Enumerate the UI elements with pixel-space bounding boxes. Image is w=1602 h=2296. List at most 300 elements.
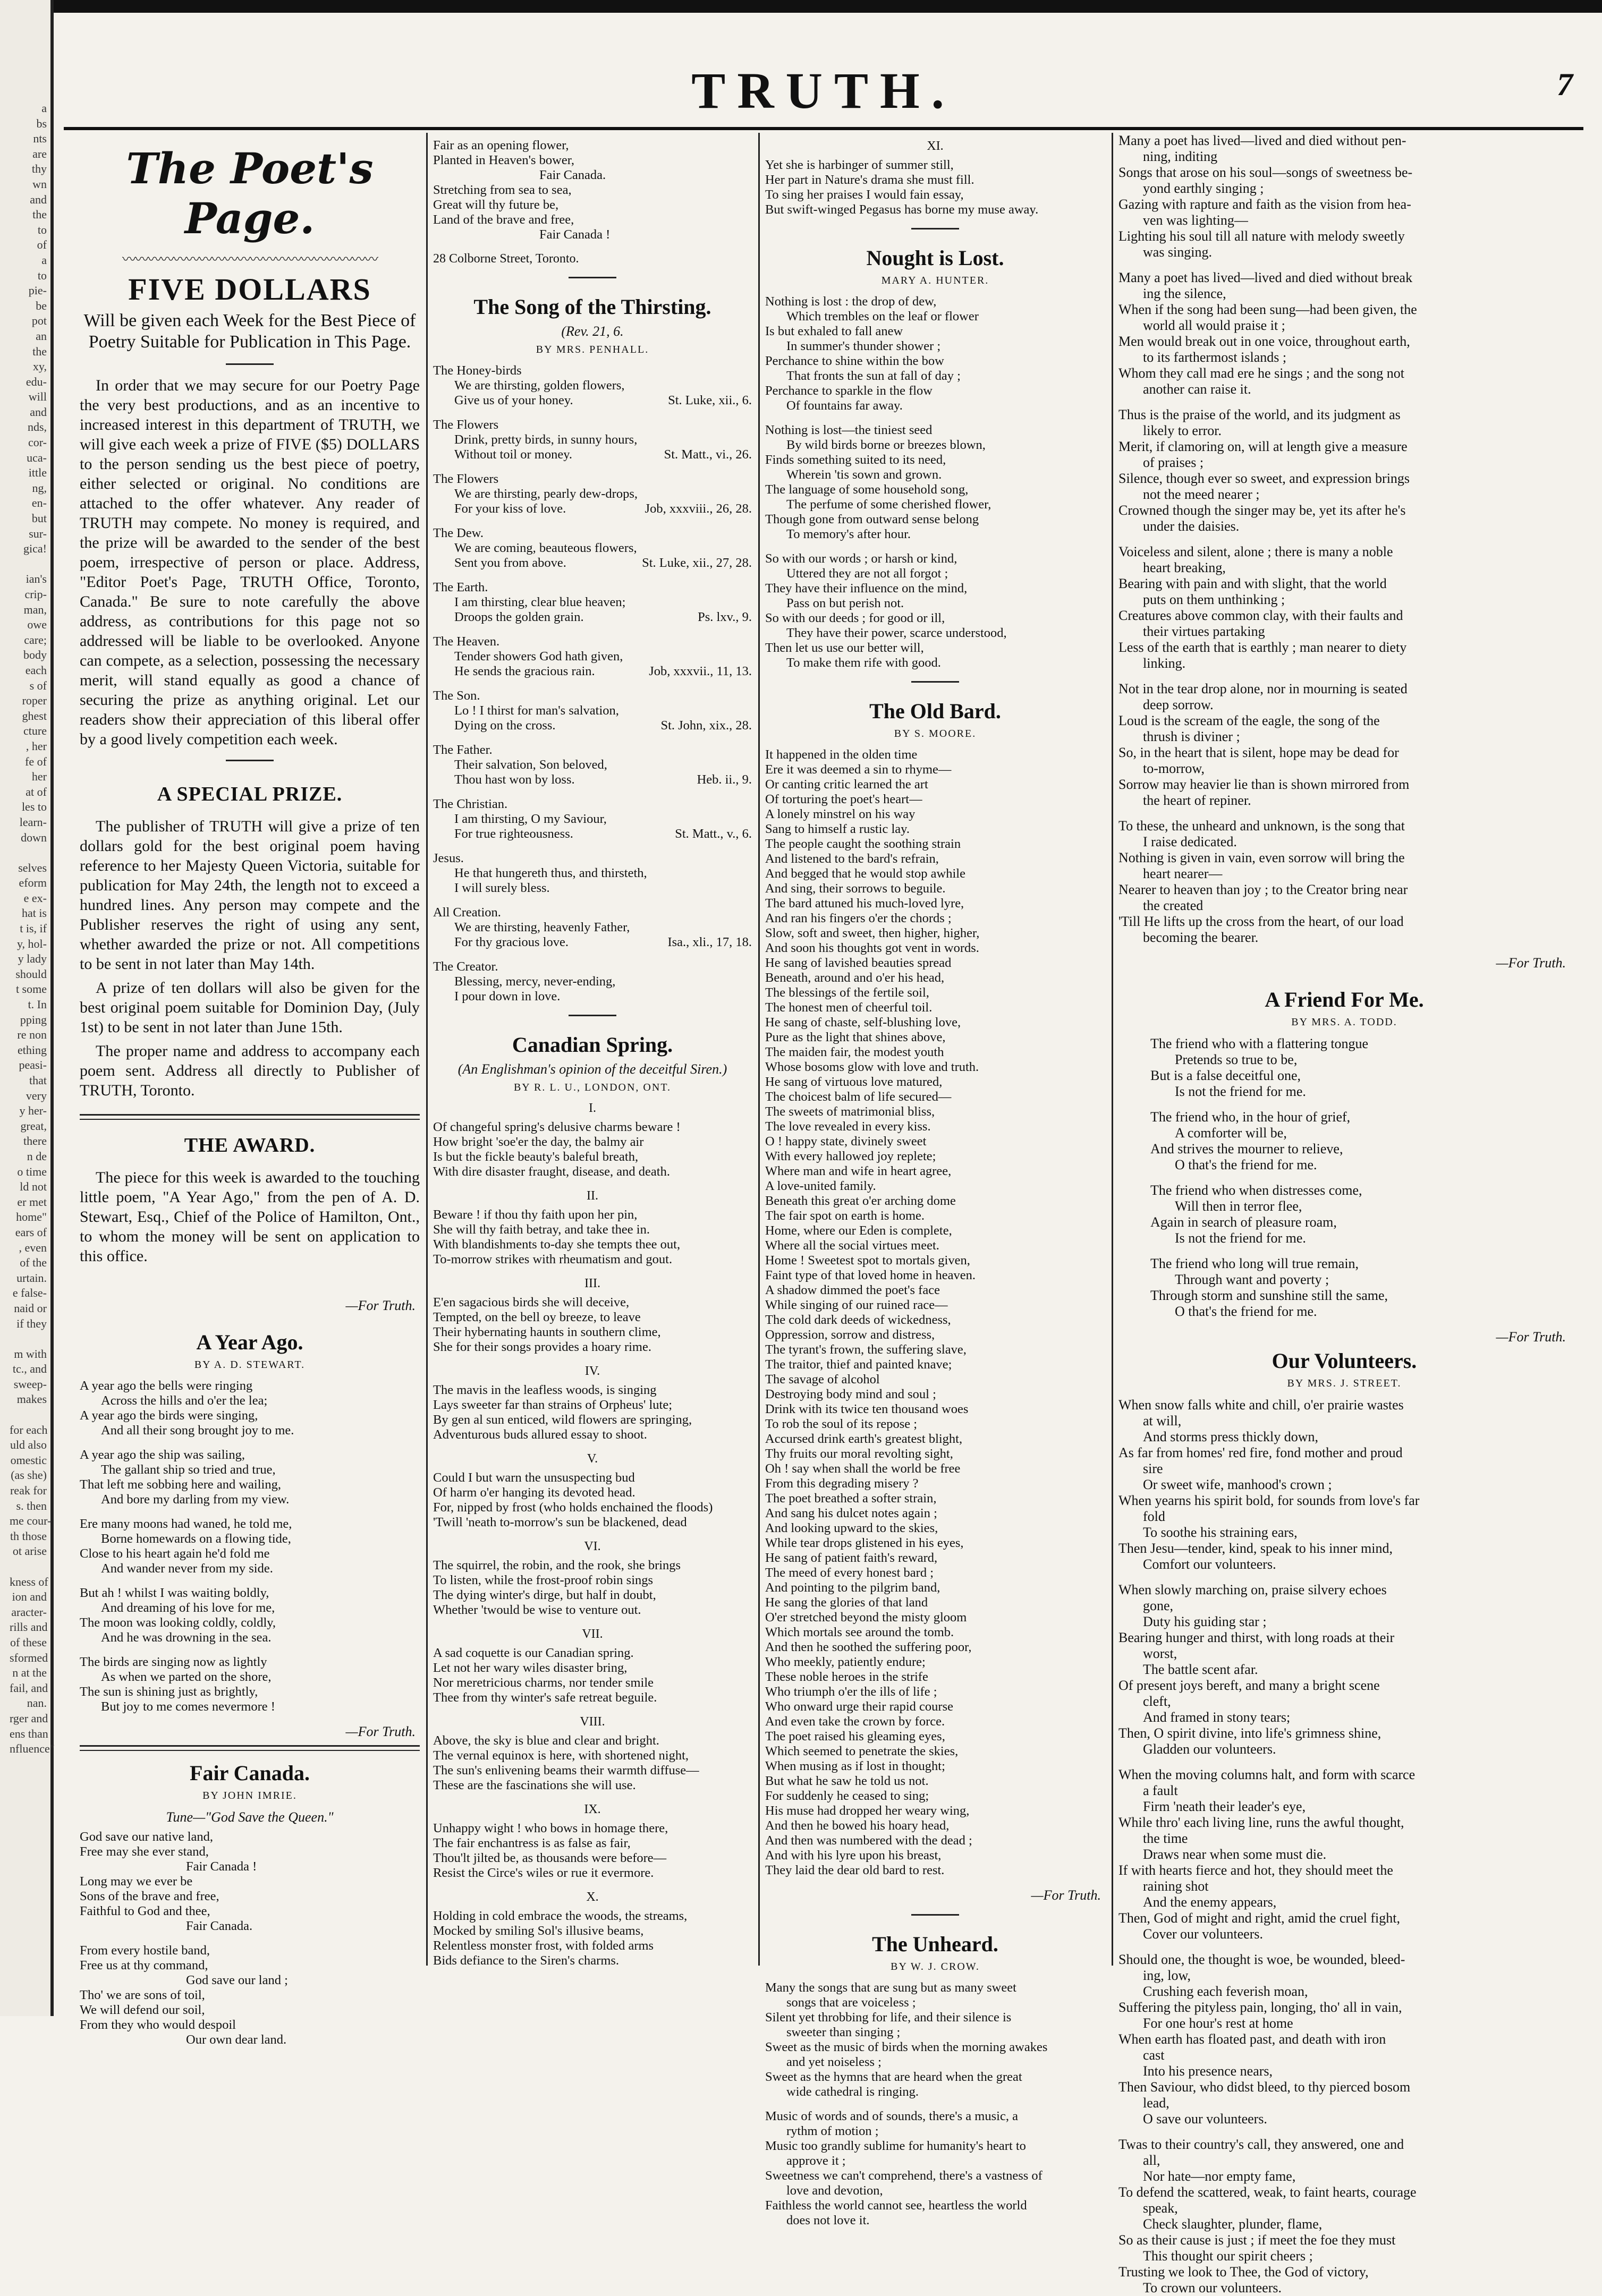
poem-line: And listened to the bard's refrain, [765, 852, 939, 866]
poem-line: Loud is the scream of the eagle, the song of the [1118, 713, 1380, 728]
poem-line: Free us at thy command, [80, 1958, 208, 1972]
poem-line: Of harm o'er hanging its devoted head. [433, 1485, 635, 1500]
poem-line: But what he saw he told us not. [765, 1774, 929, 1788]
poem-line: The blessings of the fertile soil, [765, 985, 929, 1000]
fragment-text: nts [33, 132, 47, 146]
poem-line: The poet breathed a softer strain, [765, 1491, 937, 1506]
column-1 [74, 133, 425, 2047]
poem-line: heart nearer— [1143, 866, 1223, 881]
stanza [1118, 2137, 1570, 2296]
poem-line: The friend who when distresses come, [1150, 1183, 1362, 1198]
poem-line: I am thirsting, clear blue heaven; [454, 595, 626, 609]
fragment-text [10, 1559, 47, 1575]
award-heading: THE AWARD. [184, 1134, 316, 1156]
poem-line: Slow, soft and sweet, then higher, higher, [765, 926, 980, 940]
stanza [433, 1558, 752, 1618]
poem-body [80, 1830, 420, 2047]
poem-line: To sing her praises I would fain essay, [765, 188, 964, 202]
fragment-text [10, 1407, 47, 1423]
poem-line: Is but the fickle beauty's baleful breath, [433, 1150, 639, 1164]
fragment-text: of [37, 238, 47, 252]
poem-byline: BY MRS. J. STREET. [1287, 1377, 1402, 1389]
poem-line: For your kiss of love. [454, 501, 566, 516]
poem-line: She will thy faith betray, and take thee in. [433, 1222, 650, 1237]
poem-line: Drink, pretty birds, in sunny hours, [454, 432, 638, 447]
fragment-text: n de [27, 1149, 47, 1163]
poem-line: Crowned though the singer may be, yet its after he's [1118, 503, 1406, 518]
poem-line: The tyrant's frown, the suffering slave, [765, 1342, 967, 1357]
poem-line: Twas to their country's call, they answered, one and [1118, 2137, 1404, 2152]
poem-line: The cold dark deeds of wickedness, [765, 1313, 951, 1327]
credit-line: —For Truth. [1031, 1887, 1101, 1903]
poem-line: And all their song brought joy to me. [101, 1423, 294, 1438]
fragment-text: but [31, 512, 47, 525]
divider [80, 1114, 420, 1120]
fragment-text: e false- [12, 1286, 47, 1300]
poem-line: O save our volunteers. [1143, 2111, 1267, 2127]
poem-line: He that hungereth thus, and thirsteth, [454, 866, 647, 880]
poem-line: a fault [1143, 1783, 1178, 1798]
poem-line: Above, the sky is blue and clear and bright. [433, 1733, 659, 1748]
poem-line: 'Twill 'neath to-morrow's sun be blackened, dead [433, 1515, 687, 1529]
poem-line: gone, [1143, 1598, 1174, 1613]
stanza-numeral: VII. [582, 1627, 603, 1641]
stanza [433, 363, 752, 408]
award-paragraph: The piece for this week is awarded to the touching little poem, "A Year Ago," from the pen of A. D. Stewart, Esq., Chief of the Police of Hamilton, Ont., to whom the money will be sent on application to this office. [80, 1169, 420, 1265]
poem-line: Their hybernating haunts in southern clime, [433, 1325, 661, 1339]
stanza-numeral: VI. [584, 1540, 601, 1553]
poem-line: Voiceless and silent, alone ; there is many a noble [1118, 544, 1393, 559]
poem-line: When slowly marching on, praise silvery echoes [1118, 1582, 1387, 1597]
poem-line: In summer's thunder shower ; [786, 339, 941, 353]
poem-line: Dying on the cross. [454, 718, 556, 733]
poem-line-with-reference [433, 881, 752, 896]
poem-line: Without toil or money. [454, 447, 572, 462]
fragment-text: at of [26, 785, 47, 798]
stanza [80, 1517, 420, 1576]
fragment-text: gica! [23, 542, 47, 556]
poem-line: The vernal equinox is here, with shortened night, [433, 1748, 689, 1763]
poem-line: Pure as the light that shines above, [765, 1030, 946, 1044]
speaker-label: The Flowers [433, 418, 499, 432]
poem-line: Tender showers God hath given, [454, 649, 623, 664]
stanza [1118, 1582, 1570, 1757]
poem-line: puts on them unthinking ; [1143, 592, 1285, 607]
fragment-text: a [41, 253, 47, 267]
poem-title: The Old Bard. [869, 699, 1001, 723]
poem-line: another can raise it. [1143, 381, 1251, 397]
poem-line: The people caught the soothing strain [765, 837, 961, 851]
fragment-text: the [32, 344, 47, 358]
poem-line: And even take the crown by force. [765, 1714, 945, 1729]
stanza [433, 138, 752, 242]
stanza [433, 1646, 752, 1705]
fragment-text: to [37, 268, 47, 282]
poem-line: sire [1143, 1461, 1163, 1476]
poem-line: Merit, if clamoring on, will at length give a measure [1118, 439, 1408, 454]
poem-line: O'er stretched beyond the misty gloom [765, 1610, 967, 1625]
poem-line: The mavis in the leafless woods, is singing [433, 1383, 657, 1397]
poem-line: Nothing is lost—the tiniest seed [765, 423, 933, 437]
poem-line: Tho' we are sons of toil, [80, 1988, 205, 2002]
fragment-text: bs [36, 116, 47, 130]
poem-line: Draws near when some must die. [1143, 1847, 1327, 1862]
poem-line: A year ago the bells were ringing [80, 1379, 253, 1393]
poem-line: God save our native land, [80, 1830, 214, 1844]
stanza [765, 294, 1105, 413]
fragment-text: body [23, 648, 47, 662]
poem-line: wide cathedral is ringing. [786, 2085, 919, 2099]
fragment-text: , her [26, 739, 47, 753]
poem-line: And the enemy appears, [1143, 1894, 1277, 1910]
poem-line: Fair Canada ! [539, 227, 611, 242]
fragment-text: edu- [26, 375, 47, 388]
poem-line: Pretends so true to be, [1175, 1052, 1298, 1067]
poem-title: A Friend For Me. [1265, 988, 1424, 1011]
poem-line: Duty his guiding star ; [1143, 1614, 1267, 1629]
poem-title: A Year Ago. [196, 1330, 303, 1354]
poem-line-with-reference [433, 664, 752, 679]
stanza [1150, 1256, 1570, 1320]
poem-line: Bearing with pain and with slight, that the world [1118, 576, 1387, 591]
stanza [433, 851, 752, 896]
intro-paragraph: In order that we may secure for our Poetry Page the very best productions, and as an incentive to increased interest in this department of TRUTH, we will give each week a prize of FIVE ($5) DOLLARS to the person sending us the best piece of poetry, either selected or original. No conditions are attached to the offer whatever. Any reader of TRUTH may compete. No money is required, and the prize will be awarded to the sender of the best poem, irrespective of person or place. Address, "Editor Poet's Page, TRUTH Office, Toronto, Canada." Be sure to note carefully the above address, as contributions for this page not so addressed will be liable to be overlooked. Anyone can compete, as a selection, possessing the necessary merit, will stand equally as good a chance of securing the prize as anything original. Let our readers show their appreciation of this liberal offer by a good lively competition each week. [80, 377, 420, 748]
poem-line: of praises ; [1143, 455, 1204, 470]
poem-line: Of torturing the poet's heart— [765, 792, 922, 806]
fragment-text: y, hol- [16, 937, 47, 950]
poem-line: Destroying body mind and soul ; [765, 1387, 936, 1401]
poem-line: As when we parted on the shore, [101, 1670, 272, 1684]
poem-line: So with our deeds ; for good or ill, [765, 611, 945, 625]
poem-line: Fair as an opening flower, [433, 138, 569, 152]
poem-line: O that's the friend for me. [1175, 1304, 1317, 1319]
poem-line: Many a poet has lived—lived and died without break [1118, 270, 1413, 285]
stanza [433, 959, 752, 1004]
poem-line: under the daisies. [1143, 518, 1240, 534]
poem-line: For suddenly he ceased to sing; [765, 1789, 929, 1803]
stanza [1118, 1767, 1570, 1942]
poem-line: So as their cause is just ; if meet the foe they must [1118, 2232, 1396, 2248]
poem-line: Mocked by smiling Sol's illusive beams, [433, 1924, 644, 1938]
poem-line: When earth has floated past, and death with iron [1118, 2031, 1386, 2047]
poem-line: While tear drops glistened in his eyes, [765, 1536, 964, 1550]
poem-line: To defend the scattered, weak, to faint hearts, courage [1118, 2184, 1417, 2200]
fragment-text: m with [14, 1347, 47, 1360]
fragment-text: pie- [28, 284, 47, 297]
fragment-text: to [37, 223, 47, 236]
stanza [765, 551, 1105, 670]
stanza [1118, 818, 1570, 946]
poem-line: Planted in Heaven's bower, [433, 153, 575, 167]
fragment-text: rger and [10, 1711, 48, 1725]
poem-line: Then let us use our better will, [765, 641, 924, 655]
poem-line: Which seemed to penetrate the skies, [765, 1744, 959, 1758]
poem-line: sweeter than singing ; [786, 2025, 901, 2039]
poem-line: Faithless the world cannot see, heartless the world [765, 2198, 1027, 2213]
poem-line: We are coming, beauteous flowers, [454, 541, 637, 555]
divider [569, 277, 616, 278]
poem-line: From every hostile band, [80, 1943, 210, 1958]
poem-line: Cover our volunteers. [1143, 1926, 1264, 1942]
stanza [80, 1586, 420, 1645]
fragment-text: great, [20, 1119, 47, 1133]
poem-line: God save our land ; [186, 1973, 288, 1987]
poem-line: Thou hast won by loss. [454, 772, 575, 787]
poem-line: Drink with its twice ten thousand woes [765, 1402, 969, 1416]
speaker-label: The Heaven. [433, 634, 500, 649]
speaker-label: The Earth. [433, 580, 488, 594]
poem-line: Oppression, sorrow and distress, [765, 1328, 935, 1342]
poem-line: Sweet as the music of birds when the morning awakes [765, 2040, 1048, 2054]
scripture-reference: St. Matt., vi., 26. [664, 447, 752, 462]
poem-line: And storms press thickly down, [1143, 1429, 1319, 1444]
fragment-text: owe [27, 618, 47, 632]
fragment-text: learn- [19, 815, 47, 829]
scripture-reference: St. Matt., v., 6. [675, 827, 752, 841]
fragment-text [10, 557, 47, 572]
poem-body [765, 1980, 1105, 2228]
poem-byline: BY R. L. U., LONDON, ONT. [513, 1082, 672, 1093]
stanza [1118, 681, 1570, 809]
poem-line: A love-united family. [765, 1179, 876, 1193]
credit-line: —For Truth. [345, 1724, 416, 1739]
poem-line-with-reference [433, 772, 752, 787]
fragment-text: ething [18, 1043, 47, 1057]
credit-line: —For Truth. [345, 1298, 416, 1313]
poem-body [1118, 1397, 1570, 2296]
poem-line-with-reference [433, 501, 752, 516]
poem-line: And framed in stony tears; [1143, 1710, 1291, 1725]
poem-line: How bright 'soe'er the day, the balmy air [433, 1135, 644, 1149]
poem-line: And wander never from my side. [101, 1561, 273, 1576]
fragment-text: pping [20, 1013, 47, 1026]
poem-line: It happened in the olden time [765, 747, 918, 762]
poem-line: I pour down in love. [454, 989, 561, 1004]
poem-line: That fronts the sun at fall of day ; [786, 369, 961, 383]
fragment-text: a [41, 101, 47, 115]
poem-line: ven was lighting— [1143, 212, 1248, 228]
fragment-text: peasi- [19, 1058, 47, 1072]
stanza-numeral: VIII. [580, 1715, 605, 1729]
poem-line-with-reference [433, 935, 752, 950]
poem-line: The bard attuned his much-loved lyre, [765, 896, 964, 911]
special-prize-paragraph: The publisher of TRUTH will give a prize of ten dollars gold for the best original poem having reference to her Majesty Queen Victoria, suitable for publication for May 24th, the length not to exceed a hundred lines. Any person may compete and the Publisher reserves the right of using any sent, whether awarded the prize or not. All competitions to be sent in not later than May 14th. [80, 818, 420, 973]
poem-line: the heart of repiner. [1143, 793, 1251, 808]
poem-line: Check slaughter, plunder, flame, [1143, 2216, 1323, 2232]
speaker-label: Jesus. [433, 851, 464, 865]
masthead-rule [64, 127, 1583, 130]
poem-line: And then he bowed his hoary head, [765, 1818, 950, 1833]
poem-line: And then was numbered with the dead ; [765, 1833, 972, 1848]
poem-line: Into his presence nears, [1143, 2063, 1273, 2079]
fragment-text: urtain. [16, 1271, 47, 1285]
fragment-text: sur- [29, 526, 47, 540]
poem-line: From they who would despoil [80, 2018, 236, 2032]
poem-line: Adventurous buds allured essay to shoot. [433, 1427, 647, 1442]
poem-line: Close to his heart again he'd fold me [80, 1546, 270, 1561]
column-2 [428, 133, 757, 1987]
poem-tune: Tune—"God Save the Queen." [166, 1809, 334, 1825]
fragment-text: ian's [26, 572, 47, 586]
poem-line: The friend who with a flattering tongue [1150, 1036, 1369, 1051]
stanza [1150, 1036, 1570, 1100]
poem-body [433, 363, 752, 1004]
poem-body [765, 294, 1105, 670]
stanza [433, 1295, 752, 1355]
stanza [1118, 544, 1570, 671]
stanza [765, 2109, 1105, 2228]
stanza [765, 423, 1105, 542]
poem-line: These noble heroes in the strife [765, 1670, 928, 1684]
poem-line: A year ago the birds were singing, [80, 1408, 258, 1423]
poem-line: This thought our spirit cheers ; [1143, 2248, 1313, 2264]
poem-line: Through storm and sunshine still the same, [1150, 1288, 1388, 1303]
fragment-text: will [28, 390, 47, 404]
poem-line: A year ago the ship was sailing, [80, 1448, 245, 1462]
poem-line: To crown our volunteers. [1143, 2280, 1282, 2295]
poem-line: And dreaming of his love for me, [101, 1601, 275, 1615]
poem-line: Nothing is lost : the drop of dew, [765, 294, 937, 309]
fragment-text: t some [15, 982, 47, 996]
poem-line: The choicest balm of life secured— [765, 1090, 952, 1104]
poem-line: Faithful to God and thee, [80, 1904, 210, 1918]
stanza [433, 1909, 752, 1968]
poem-line: But joy to me comes nevermore ! [101, 1699, 275, 1714]
stanza [433, 688, 752, 733]
poem-line: Perchance to sparkle in the flow [765, 384, 933, 398]
poem-line: Then Saviour, who didst bleed, to thy pierced bosom [1118, 2079, 1411, 2095]
poem-line: heart breaking, [1143, 560, 1226, 575]
fragment-text: for each [10, 1423, 48, 1436]
stanza-numeral: XI. [927, 139, 944, 153]
fragment-text: makes [16, 1392, 47, 1406]
poem-line: The maiden fair, the modest youth [765, 1045, 944, 1059]
poem-byline: BY W. J. CROW. [891, 1961, 980, 1972]
poem-line: Their salvation, Son beloved, [454, 758, 607, 772]
fragment-text: of the [20, 1256, 47, 1270]
poem-line: The fair spot on earth is home. [765, 1209, 925, 1223]
poem-line: Many a poet has lived—lived and died without pen- [1118, 133, 1406, 148]
poem-line: The battle scent afar. [1143, 1662, 1258, 1677]
poem-line: Uttered they are not all forgot ; [786, 566, 948, 581]
poem-line: Give us of your honey. [454, 393, 573, 407]
poem-line: He sang of patient faith's reward, [765, 1551, 938, 1565]
poem-line: Is but exhaled to fall anew [765, 324, 903, 338]
stanza-numeral: III. [584, 1277, 600, 1290]
fragment-text: re non [17, 1028, 47, 1042]
poem-line-with-reference [433, 989, 752, 1004]
poem-line: to-morrow, [1143, 761, 1205, 776]
poem-line: He sang of chaste, self-blushing love, [765, 1015, 961, 1030]
stanza [80, 1830, 420, 1934]
poem-line: To soothe his straining ears, [1143, 1525, 1298, 1540]
poem-line-with-reference [433, 393, 752, 408]
poem-line: Beneath, around and o'er his head, [765, 971, 945, 985]
poem-line: Who meekly, patiently endure; [765, 1655, 926, 1669]
poem-line: To memory's after hour. [786, 527, 911, 541]
poem-line: Will then in terror flee, [1175, 1198, 1302, 1214]
poem-line: Relentless monster frost, with folded arms [433, 1938, 654, 1953]
stanza [1150, 1109, 1570, 1173]
stanza [1150, 1183, 1570, 1246]
poem-line: speak, [1143, 2200, 1178, 2216]
poem-line: If with hearts fierce and hot, they should meet the [1118, 1863, 1393, 1878]
stanza [80, 1448, 420, 1507]
poem-line: Crushing each feverish moan, [1143, 1984, 1308, 1999]
poem-line: 'Till He lifts up the cross from the heart, of our load [1118, 914, 1404, 929]
stanza [433, 580, 752, 625]
fragment-text: wn [32, 177, 47, 191]
poem-line: their virtues partaking [1143, 624, 1265, 639]
poem-line: world all would praise it ; [1143, 318, 1285, 333]
poem-byline: BY JOHN IMRIE. [202, 1790, 297, 1801]
poem-line: So, in the heart that is silent, hope may be dead for [1118, 745, 1399, 760]
poem-line: Or sweet wife, manhood's crown ; [1143, 1477, 1332, 1492]
stanza [433, 526, 752, 571]
fragment-text: and [30, 405, 47, 419]
poem-line: We are thirsting, pearly dew-drops, [454, 487, 638, 501]
poem-line: does not love it. [786, 2213, 870, 2227]
poem-line: A shadow dimmed the poet's face [765, 1283, 940, 1297]
poem-body [765, 747, 1105, 1878]
poem-line-with-reference [433, 827, 752, 841]
poem-line: Resist the Circe's wiles or rue it evermore. [433, 1866, 654, 1880]
scripture-reference: St. Luke, xii., 27, 28. [642, 556, 752, 570]
fragment-text: ion and [12, 1590, 47, 1604]
poem-line: That left me sobbing here and wailing, [80, 1477, 281, 1492]
fragment-text: me cour- [10, 1514, 52, 1528]
poem-line: They have their power, scarce understood, [786, 626, 1007, 640]
poem-line: By wild birds borne or breezes blown, [786, 438, 986, 452]
ornament-rule: 〰〰〰〰〰〰〰〰〰〰〰〰〰〰〰〰〰〰〰〰 [122, 252, 377, 267]
poem-line: The sweets of matrimonial bliss, [765, 1104, 935, 1119]
stanza-numeral: X. [586, 1890, 599, 1904]
poem-line: The squirrel, the robin, and the rook, she brings [433, 1558, 681, 1572]
poem-line: The traitor, thief and painted knave; [765, 1357, 952, 1372]
column-4 [1113, 133, 1575, 2295]
poem-line: Or canting critic learned the art [765, 777, 928, 792]
fragment-text: selves [18, 861, 47, 874]
poem-line: We are thirsting, heavenly Father, [454, 920, 630, 934]
fragment-text: uld also [10, 1438, 47, 1452]
fragment-text: ens than [10, 1727, 48, 1740]
poem-line: These are the fascinations she will use. [433, 1778, 636, 1792]
poem-line: Gladden our volunteers. [1143, 1741, 1276, 1757]
fragment-text: n at the [12, 1666, 47, 1680]
poem-line: When if the song had been sung—had been given, the [1118, 302, 1417, 317]
prize-subheading: Will be given each Week for the Best Piece of Poetry Suitable for Publication in This Page. [83, 311, 416, 352]
poem-line: Nor hate—nor empty fame, [1143, 2169, 1296, 2184]
poem-line: The poet raised his gleaming eyes, [765, 1729, 945, 1744]
poem-line: Whose bosoms glow with love and truth. [765, 1060, 979, 1074]
poem-line: to its farthermost islands ; [1143, 350, 1287, 365]
poem-title: Canadian Spring. [512, 1033, 673, 1057]
poem-line: Silence, though ever so sweet, and expression brings [1118, 471, 1410, 486]
fragment-text: nds, [27, 420, 47, 434]
fragment-text: home" [16, 1210, 47, 1224]
stanza [433, 1383, 752, 1442]
stanza [765, 1980, 1105, 2099]
speaker-label: The Creator. [433, 959, 498, 974]
poem-line: Whom they call mad ere he sings ; and the song not [1118, 365, 1404, 381]
poem-line-with-reference [433, 447, 752, 462]
poem-line: Thee from thy winter's safe retreat beguile. [433, 1690, 657, 1705]
poem-line: While singing of our ruined race— [765, 1298, 948, 1312]
poem-line: Blessing, mercy, never-ending, [454, 974, 616, 989]
stanza [433, 1733, 752, 1793]
fragment-text: reak for [10, 1484, 47, 1498]
fragment-text: sweep- [13, 1377, 47, 1391]
